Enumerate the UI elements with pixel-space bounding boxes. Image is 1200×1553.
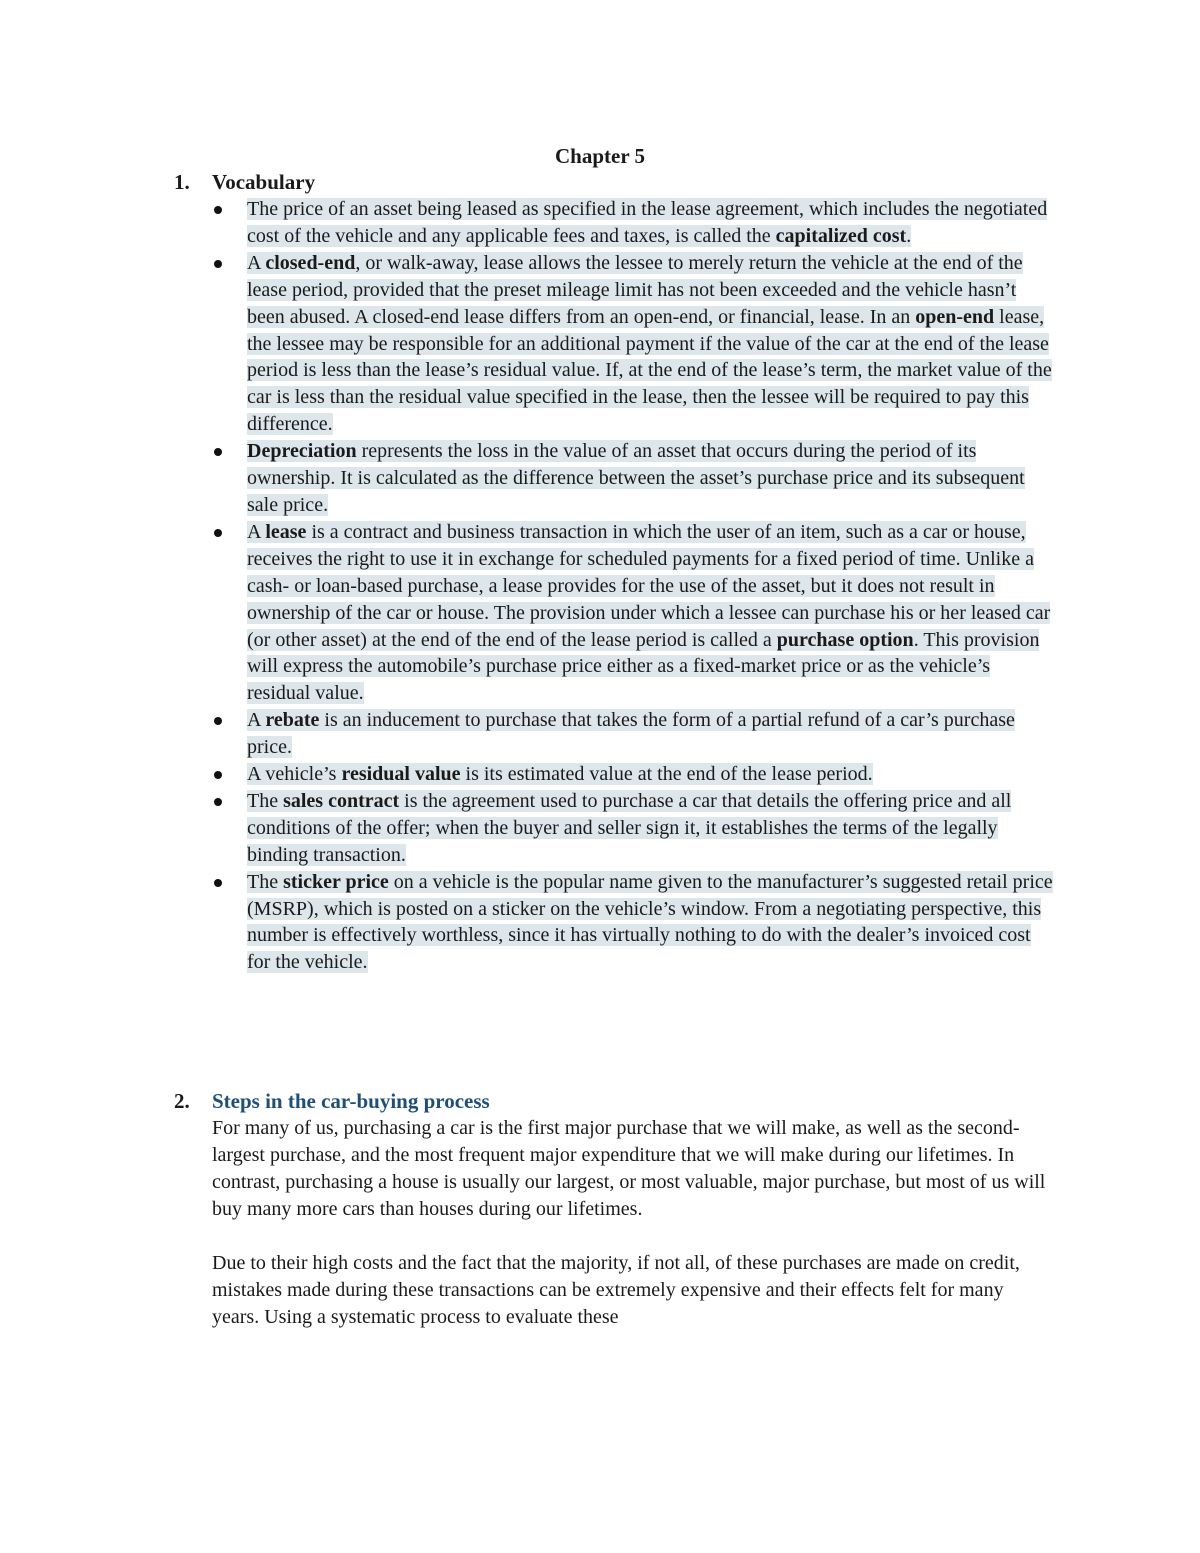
section-title: Steps in the car-buying process — [212, 1089, 490, 1113]
bullet-icon — [214, 260, 222, 268]
page-title: Chapter 5 — [554, 144, 646, 168]
body-paragraph: For many of us, purchasing a car is the first major purchase that we will make, as well as the second-largest purchase, and the most frequent major expenditure that we will make during our lifetimes. In contrast, purchasing a house is usually our largest, or most valuable, major purchase, but most of us will buy many more cars than houses during our lifetimes. — [212, 1117, 1046, 1220]
vocab-item: The sales contract is the agreement used to purchase a car that details the offering price and all conditions of the offer; when the buyer and seller sign it, it establishes the terms of the legally binding transaction. — [174, 788, 1054, 869]
bullet-icon — [214, 771, 222, 779]
vocabulary-list — [174, 196, 1054, 976]
vocab-term: purchase option — [776, 628, 914, 651]
bullet-icon — [214, 448, 222, 456]
bullet-icon — [214, 798, 222, 806]
vocab-term: closed-end — [265, 251, 356, 274]
bullet-icon — [214, 529, 222, 537]
section-vocabulary — [174, 169, 1054, 976]
vocab-term: open-end — [915, 305, 995, 328]
section-car-buying — [174, 1088, 1054, 1331]
vocab-item: A vehicle’s residual value is its estimated value at the end of the lease period. — [174, 761, 1054, 788]
vocab-term: sales contract — [283, 789, 400, 812]
vocab-item: A lease is a contract and business transaction in which the user of an item, such as a car or house, receives the right to use it in exchange for scheduled payments for a fixed period of time. Unlike a cash- or loan-based purchase, a lease provides for the use of the asset, but it does not result in ownership of the car or house. The provision under which a lessee can purchase his or her leased car (or other asset) at the end of the end of the lease period is called a purchase option. This provision will express the automobile’s purchase price either as a fixed-market price or as the vehicle’s residual value. — [174, 519, 1054, 707]
vocab-item: A closed-end, or walk-away, lease allows the lessee to merely return the vehicle at the end of the lease period, provided that the preset mileage limit has not been exceeded and the vehicle hasn’t been abused. A closed-end lease differs from an open-end, or financial, lease. In an open-end lease, the lessee may be responsible for an additional payment if the value of the car at the end of the lease period is less than the lease’s residual value. If, at the end of the lease’s term, the market value of the car is less than the residual value specified in the lease, then the lessee will be required to pay this difference. — [174, 250, 1054, 438]
vocab-item: The price of an asset being leased as specified in the lease agreement, which includes the negotiated cost of the vehicle and any applicable fees and taxes, is called the capitalized cost. — [174, 196, 1054, 250]
section-heading — [174, 1088, 1054, 1115]
bullet-icon — [214, 717, 222, 725]
body-paragraph: Due to their high costs and the fact that the majority, if not all, of these purchases are made on credit, mistakes made during these transactions can be extremely expensive and their effects felt for many years. Using a systematic process to evaluate these — [212, 1252, 1020, 1328]
vocab-item: A rebate is an inducement to purchase that takes the form of a partial refund of a car’s purchase price. — [174, 707, 1054, 761]
vocab-item: The sticker price on a vehicle is the popular name given to the manufacturer’s suggested retail price (MSRP), which is posted on a sticker on the vehicle’s window. From a negotiating perspective, this number is effectively worthless, since it has virtually nothing to do with the dealer’s invoiced cost for the vehicle. — [174, 869, 1054, 977]
vocab-term: rebate — [265, 709, 320, 732]
vocab-term: residual value — [341, 763, 461, 786]
section-number: 2. — [174, 1089, 190, 1113]
section-heading — [174, 169, 1054, 196]
vocab-term: capitalized cost — [775, 224, 907, 247]
vocab-item: Depreciation represents the loss in the value of an asset that occurs during the period of its ownership. It is calculated as the difference between the asset’s purchase price and its subsequent sale price. — [174, 438, 1054, 519]
bullet-icon — [214, 206, 222, 214]
vocab-term: lease — [265, 520, 307, 543]
section-title: Vocabulary — [212, 170, 316, 194]
bullet-icon — [214, 879, 222, 887]
vocab-term: Depreciation — [247, 440, 357, 463]
vocab-term: sticker price — [283, 870, 389, 893]
section-number: 1. — [174, 170, 190, 194]
